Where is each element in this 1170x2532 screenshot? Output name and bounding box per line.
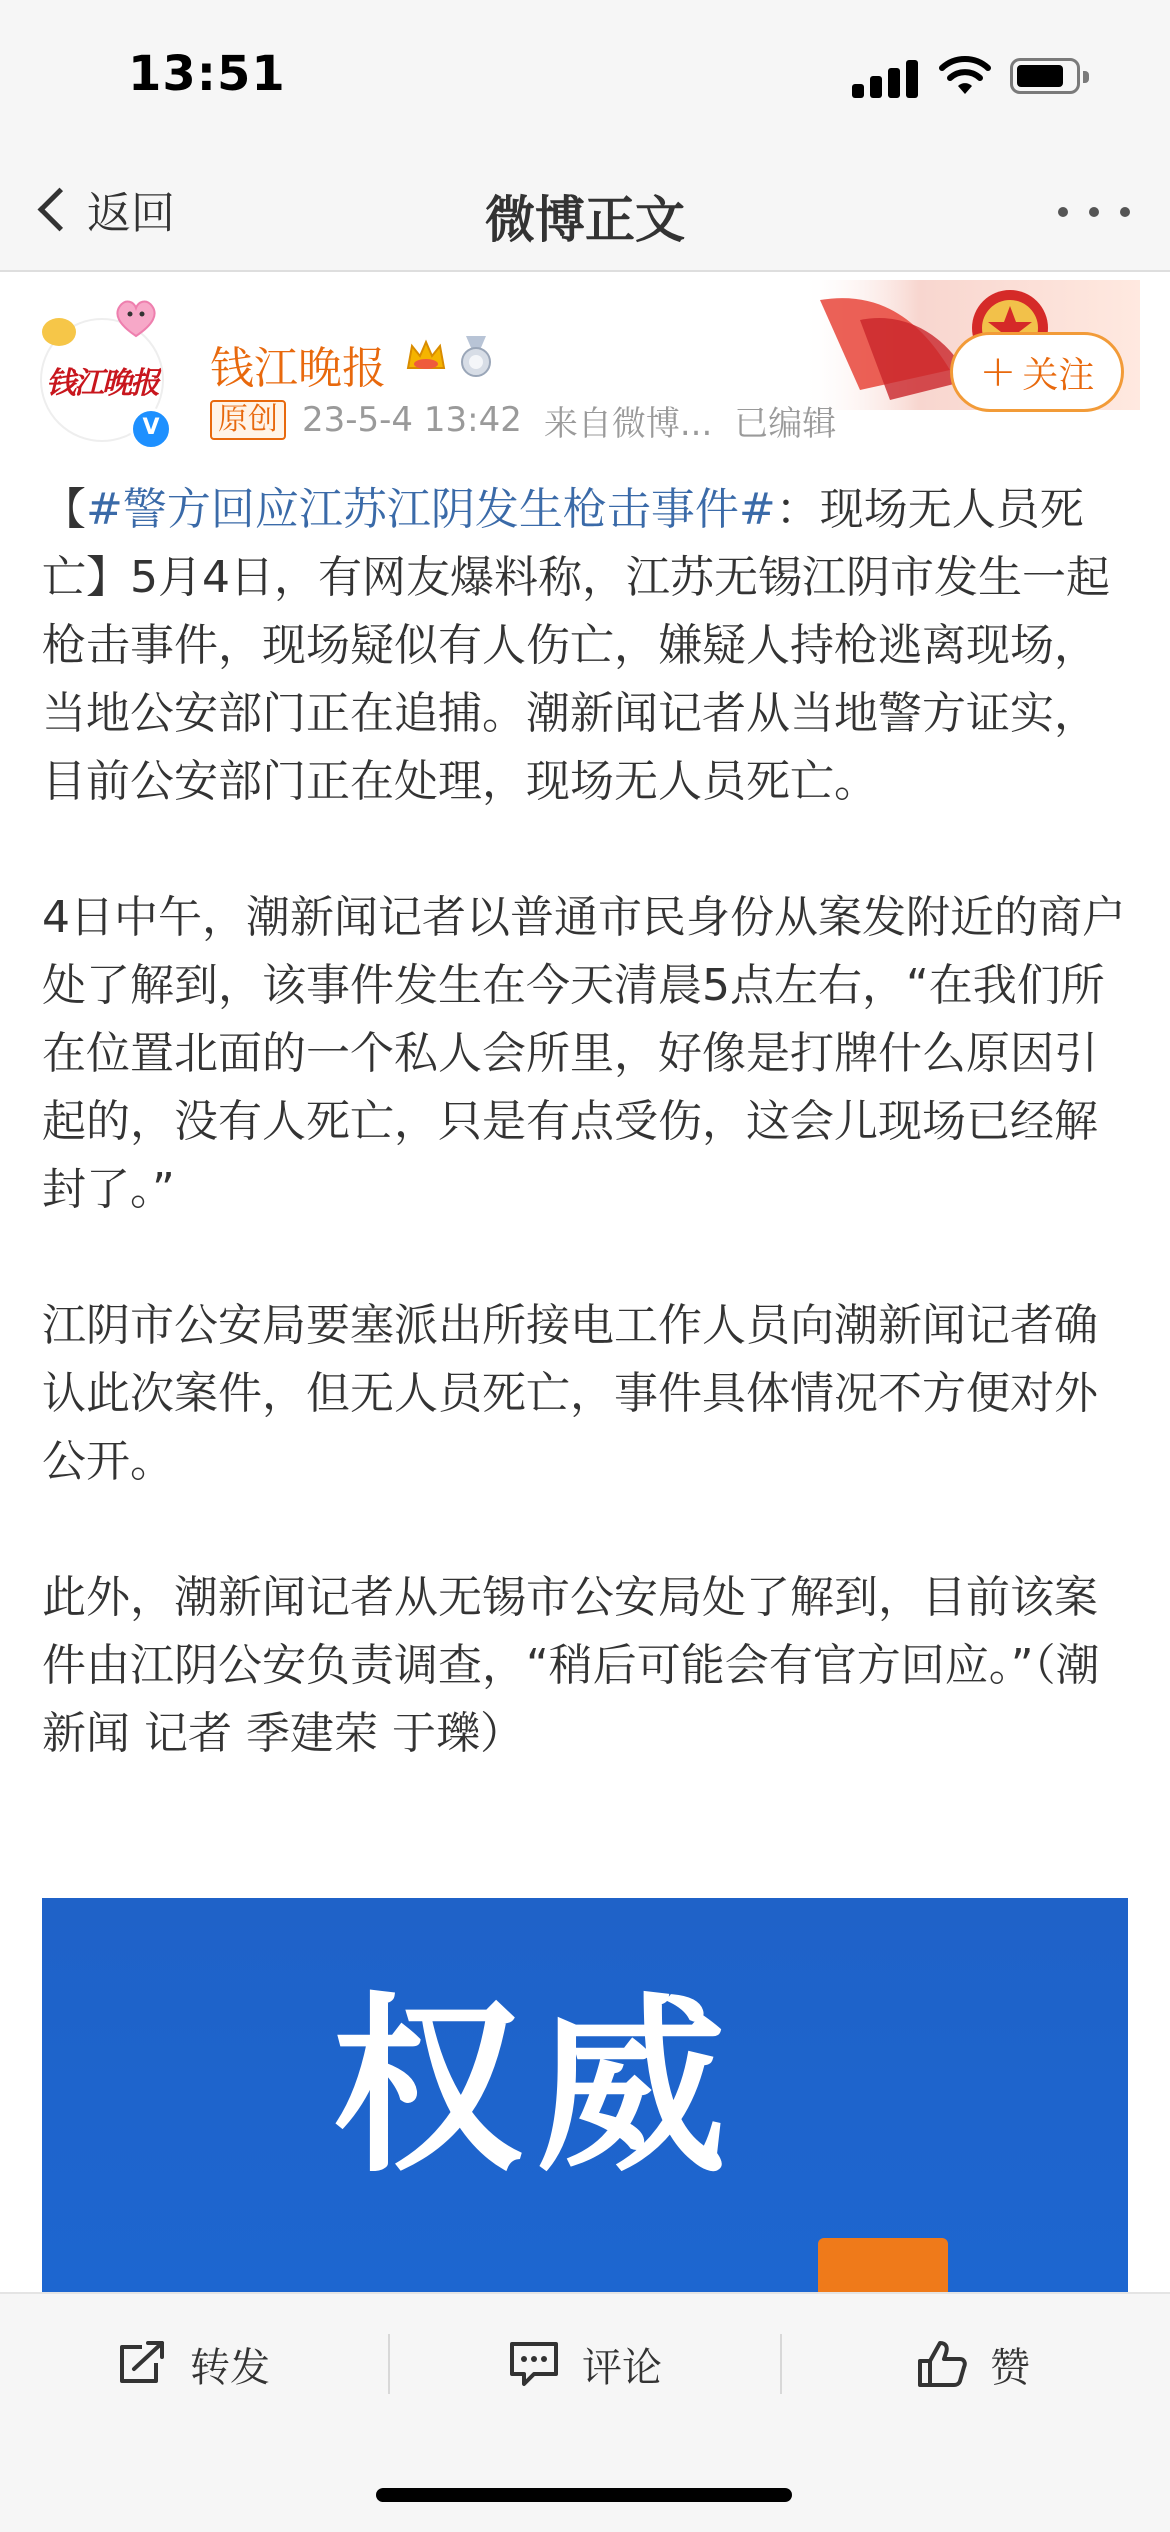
comment-icon [508, 2340, 560, 2388]
crown-icon [404, 334, 448, 378]
more-dot-icon [1120, 207, 1130, 217]
divider [388, 2334, 390, 2394]
post-source[interactable]: 来自微博... [543, 403, 713, 444]
medal-icon [456, 334, 496, 378]
status-bar [0, 0, 1170, 150]
post-paragraph: 4日中午，潮新闻记者以普通市民身份从案发附近的商户处了解到，该事件发生在今天清晨5点左右，“在我们所在位置北面的一个私人会所里，好像是打牌什么原因引起的，没有人死亡，只是有点受伤，这会儿现场已经解封了。” [42, 892, 1126, 1215]
more-dot-icon [1058, 207, 1068, 217]
original-tag: 原创 [210, 400, 286, 440]
divider [780, 2334, 782, 2394]
cellular-signal-icon [852, 58, 918, 98]
hashtag-link[interactable]: #警方回应江苏江阴发生枪击事件# [86, 484, 776, 535]
repost-label: 转发 [190, 2344, 270, 2391]
image-orange-block [818, 2238, 948, 2298]
more-options-button[interactable] [1058, 202, 1130, 222]
status-time: 13:51 [128, 46, 286, 102]
post-image-text: 权威 [332, 1977, 741, 2198]
thumbs-up-icon [916, 2339, 968, 2389]
like-button[interactable] [916, 2324, 1030, 2404]
post-body [42, 476, 1132, 1836]
avatar[interactable] [40, 298, 170, 438]
post-image[interactable] [42, 1898, 1128, 2298]
heart-decoration-icon [114, 298, 158, 338]
home-indicator[interactable] [376, 2488, 792, 2502]
avatar-logo-text: 钱江晚报 [46, 366, 158, 401]
back-label: 返回 [87, 188, 175, 239]
post-paragraph: 此外，潮新闻记者从无锡市公安局处了解到，目前该案件由江阴公安负责调查，“稍后可能会有官方回应。”（潮新闻 记者 季建荣 于瓅） [42, 1572, 1100, 1759]
plus-icon: + [979, 346, 1017, 397]
page-title: 微博正文 [485, 191, 685, 249]
like-label: 赞 [990, 2344, 1030, 2391]
bracket-open: 【 [42, 484, 86, 535]
battery-icon [1010, 58, 1080, 94]
verified-badge-icon: V [130, 408, 172, 450]
post-time: 23-5-4 13:42 [302, 400, 522, 440]
share-icon [116, 2341, 168, 2387]
repost-button[interactable] [116, 2324, 270, 2404]
comment-label: 评论 [582, 2344, 662, 2391]
more-dot-icon [1089, 207, 1099, 217]
post-paragraph [42, 476, 1132, 816]
navigation-bar [0, 150, 1170, 272]
paragraph-text: ：现场无人员死亡】5月4日，有网友爆料称，江苏无锡江阴市发生一起枪击事件，现场疑似有人伤亡，嫌疑人持枪逃离现场，当地公安部门正在追捕。潮新闻记者从当地警方证实，目前公安部门正在处理，现场无人员死亡。 [42, 484, 1110, 807]
edited-label[interactable]: 已编辑 [734, 403, 837, 444]
avatar-decoration-icon [42, 318, 76, 346]
wifi-icon [938, 54, 992, 98]
follow-label: 关注 [1022, 354, 1095, 396]
post-meta [210, 398, 836, 442]
post-paragraph: 江阴市公安局要塞派出所接电工作人员向潮新闻记者确认此次案件，但无人员死亡，事件具体情况不方便对外公开。 [42, 1300, 1098, 1487]
follow-button[interactable] [950, 332, 1124, 412]
user-name[interactable]: 钱江晚报 [210, 343, 386, 394]
comment-button[interactable] [508, 2324, 662, 2404]
